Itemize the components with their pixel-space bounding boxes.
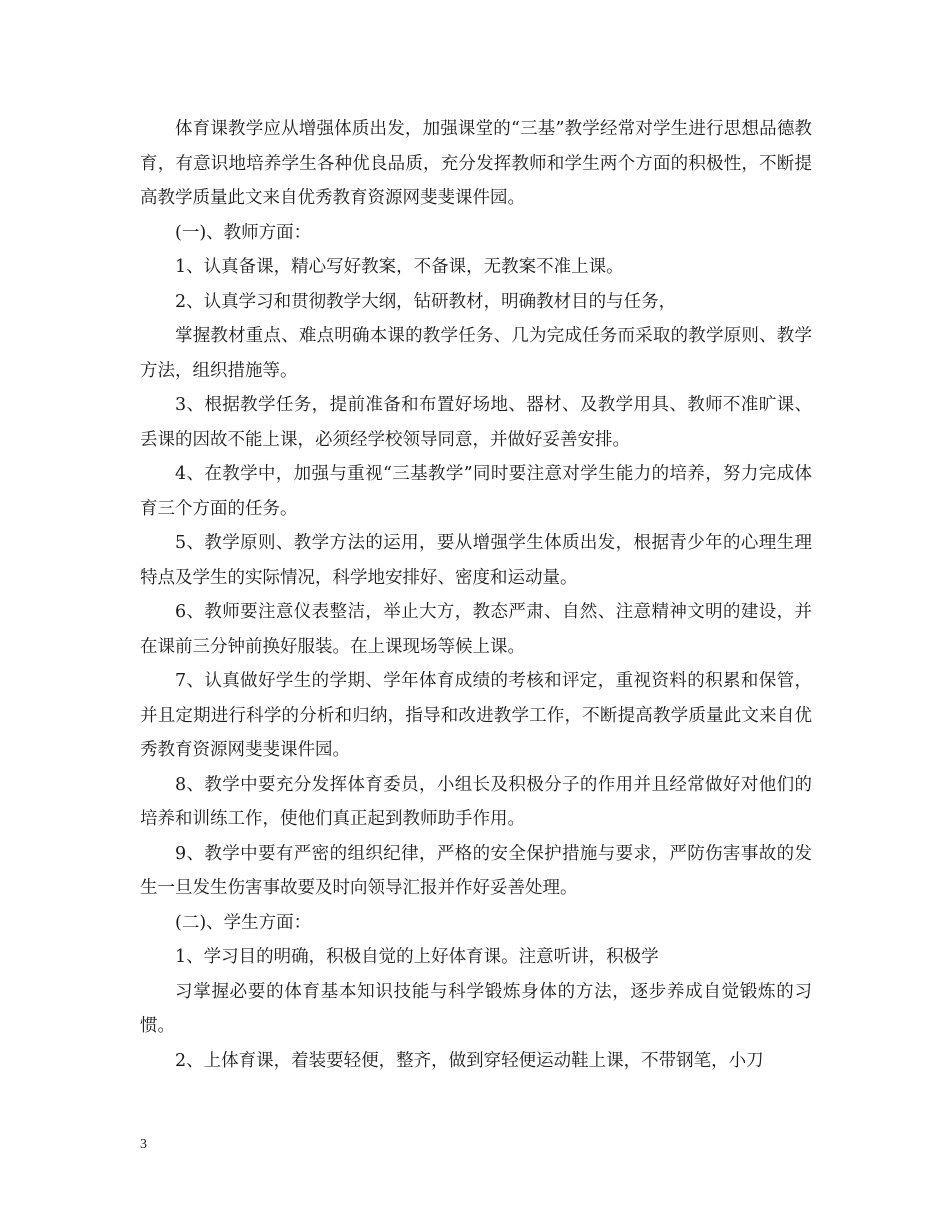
paragraph-teacher-2: 2、认真学习和贯彻教学大纲，钻研教材，明确教材目的与任务， (175, 291, 677, 312)
paragraph-teacher-9: 9、教学中要有严密的组织纪律，严格的安全保护措施与要求，严防伤害事故的发生一旦发生伤害事故要及时向领导汇报并作好妥善处理。 (140, 843, 812, 898)
paragraph-teacher-7: 7、认真做好学生的学期、学年体育成绩的考核和评定，重视资料的积累和保管，并且定期进行科学的分析和归纳，指导和改进教学工作，不断提高教学质量此文来自优秀教育资源网斐斐课件园。 (140, 671, 812, 760)
paragraph-student-1: 1、学习目的明确，积极自觉的上好体育课。注意听讲，积极学 (175, 947, 659, 967)
body-text (140, 112, 812, 1078)
paragraph-intro: 体育课教学应从增强体质出发，加强课堂的“三基”教学经常对学生进行思想品德教育，有意识地培养学生各种优良品质，充分发挥教师和学生两个方面的积极性，不断提高教学质量此文来自优秀教育资源网斐斐课件园。 (140, 119, 812, 208)
paragraph-teacher-8: 8、教学中要充分发挥体育委员，小组长及积极分子的作用并且经常做好对他们的培养和训练工作，使他们真正起到教师助手作用。 (140, 774, 812, 829)
paragraph-student-2: 2、上体育课，着装要轻便，整齐，做到穿轻便运动鞋上课，不带钢笔，小刀 (175, 1050, 764, 1071)
page-number: 3 (140, 1137, 147, 1152)
paragraph-student-1-cont: 习掌握必要的体育基本知识技能与科学锻炼身体的方法，逐步养成自觉锻炼的习惯。 (140, 981, 812, 1036)
section-heading-teachers: (一)、教师方面： (175, 222, 312, 243)
paragraph-teacher-3: 3、根据教学任务，提前准备和布置好场地、器材、及教学用具、教师不准旷课、丢课的因故不能上课，必须经学校领导同意，并做好妥善安排。 (140, 395, 812, 450)
paragraph-teacher-4: 4、在教学中，加强与重视“三基教学”同时要注意对学生能力的培养，努力完成体育三个方面的任务。 (140, 464, 812, 519)
section-heading-students: (二)、学生方面： (175, 912, 312, 933)
paragraph-teacher-6: 6、教师要注意仪表整洁，举止大方，教态严肃、自然、注意精神文明的建设，并在课前三分钟前换好服装。在上课现场等候上课。 (140, 602, 812, 657)
paragraph-teacher-5: 5、教学原则、教学方法的运用，要从增强学生体质出发，根据青少年的心理生理特点及学生的实际情况，科学地安排好、密度和运动量。 (140, 533, 812, 588)
paragraph-teacher-1: 1、认真备课，精心写好教案，不备课，无教案不准上课。 (175, 257, 624, 277)
paragraph-teacher-2-cont: 掌握教材重点、难点明确本课的教学任务、几为完成任务而采取的教学原则、教学方法，组织措施等。 (140, 326, 812, 381)
